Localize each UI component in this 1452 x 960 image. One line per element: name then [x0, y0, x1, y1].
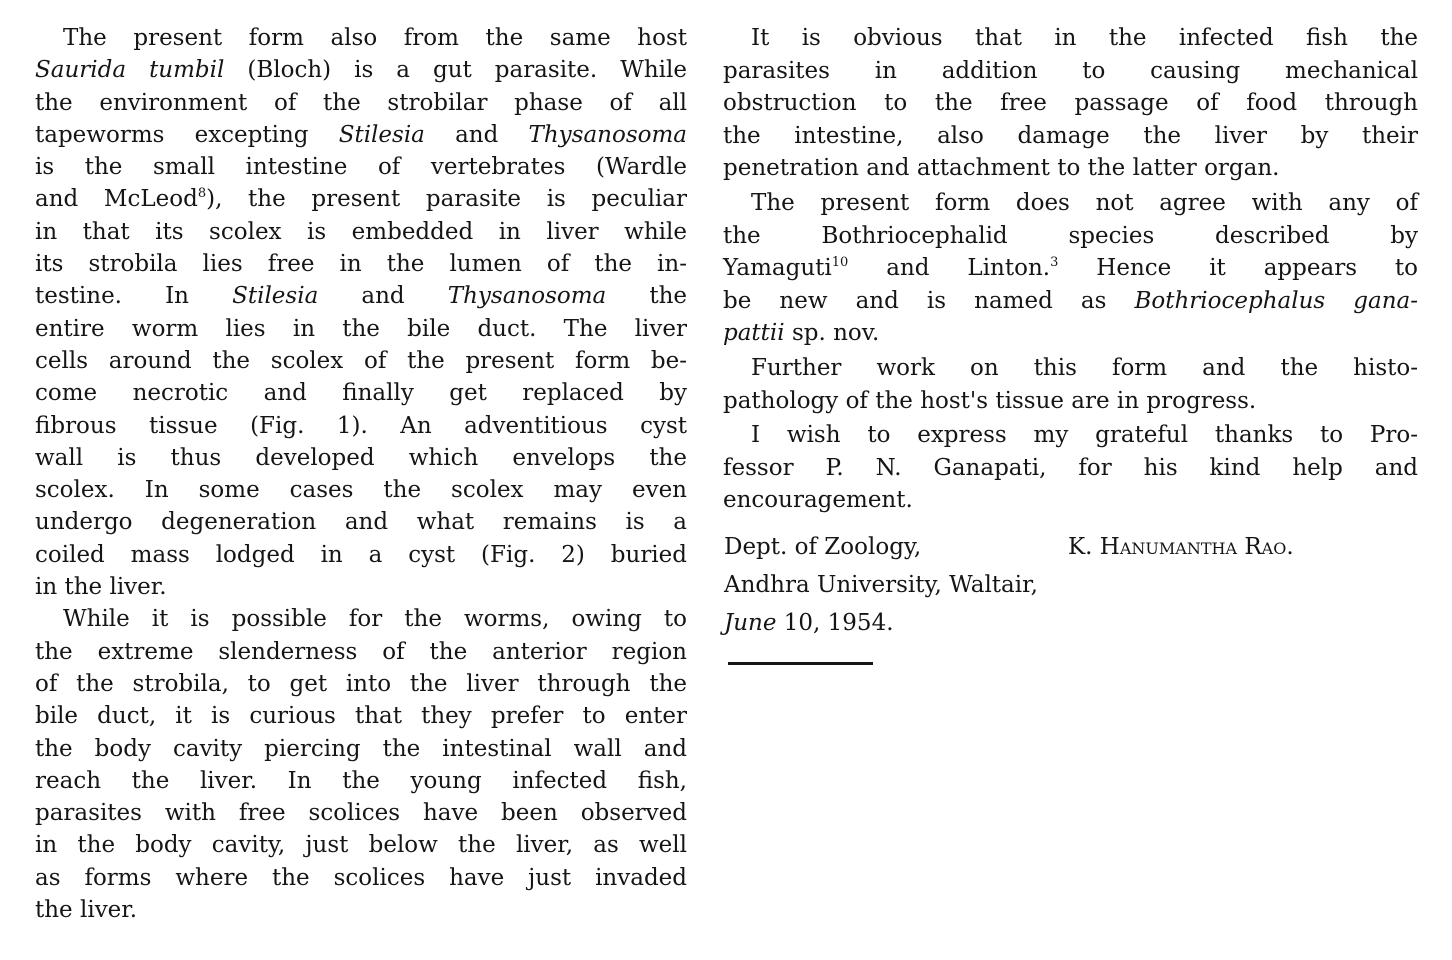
text-line — [35, 442, 687, 474]
text-segment: is the small intestine of vertebrates (Wardle — [35, 154, 687, 181]
text-segment: tapeworms excepting — [35, 121, 339, 148]
text-segment: pathology of the host's tissue are in progress. — [723, 387, 1257, 414]
text-line — [723, 187, 1418, 220]
reference-superscript: 8 — [197, 186, 207, 202]
text-line — [35, 151, 687, 183]
text-segment: its strobila lies free in the lumen of the in- — [35, 251, 687, 278]
text-segment: in the liver. — [35, 574, 167, 601]
text-segment: the — [606, 283, 688, 310]
text-segment: be new and is named as — [723, 287, 1135, 314]
text-line — [723, 484, 1418, 517]
text-segment: reach the liver. In the young infected fish, — [35, 767, 687, 794]
italic-text: Thysanosoma — [447, 283, 607, 310]
text-line — [35, 313, 687, 345]
text-segment: Hence it appears to — [1058, 255, 1419, 282]
paragraph — [723, 22, 1418, 185]
signature-block — [724, 528, 1404, 642]
text-line — [35, 668, 687, 700]
text-line — [35, 571, 687, 603]
text-segment: the body cavity piercing the intestinal wall and — [35, 735, 687, 762]
signature-row-1 — [724, 528, 1404, 566]
text-line — [35, 22, 687, 54]
text-segment: the liver. — [35, 897, 138, 924]
signature-date — [724, 604, 1404, 642]
text-line — [35, 54, 687, 86]
text-line — [723, 87, 1418, 120]
text-segment: in the body cavity, just below the liver, as well — [35, 832, 687, 859]
text-line — [35, 829, 687, 861]
italic-text: Stilesia — [232, 283, 319, 310]
reference-superscript: 10 — [831, 255, 849, 271]
text-segment: fessor P. N. Ganapati, for his kind help and — [723, 454, 1418, 481]
text-line — [723, 452, 1418, 485]
text-line — [723, 419, 1418, 452]
university: Andhra University, Waltair, — [724, 572, 1038, 598]
text-line — [35, 377, 687, 409]
text-line — [35, 862, 687, 894]
text-segment: the intestine, also damage the liver by their — [723, 122, 1418, 149]
paragraph — [723, 352, 1418, 417]
signature-row-2 — [724, 566, 1404, 604]
text-line — [35, 700, 687, 732]
text-line — [35, 797, 687, 829]
text-segment: bile duct, it is curious that they prefer to enter — [35, 703, 687, 730]
text-segment: and — [424, 121, 529, 148]
text-segment: wall is thus developed which envelops the — [35, 444, 687, 471]
text-segment: in that its scolex is embedded in liver while — [35, 218, 687, 245]
text-segment: the environment of the strobilar phase of all — [35, 89, 687, 116]
paragraph — [723, 187, 1418, 350]
text-segment: The present form also from the same host — [63, 25, 687, 51]
text-line — [35, 474, 687, 506]
text-segment: parasites in addition to causing mechanical — [723, 57, 1418, 84]
text-segment: testine. In — [35, 283, 233, 310]
text-line — [35, 636, 687, 668]
italic-text: Stilesia — [338, 121, 425, 148]
text-line — [723, 285, 1418, 318]
text-line — [35, 248, 687, 280]
text-segment: and — [318, 283, 448, 310]
text-segment: and McLeod — [35, 186, 198, 213]
italic-text: Thysanosoma — [528, 121, 687, 148]
paragraph — [35, 603, 687, 926]
text-segment: undergo degeneration and what remains is a — [35, 509, 687, 536]
text-segment: coiled mass lodged in a cyst (Fig. 2) buried — [35, 541, 687, 568]
date-rest: 10, 1954. — [776, 610, 894, 636]
text-line — [723, 385, 1418, 418]
text-line — [723, 152, 1418, 185]
text-segment: cells around the scolex of the present form be- — [35, 347, 687, 374]
text-segment: Further work on this form and the histo- — [751, 354, 1418, 381]
text-line — [35, 216, 687, 248]
date-month: June — [724, 610, 777, 636]
text-line — [35, 119, 687, 151]
text-line — [35, 539, 687, 571]
text-line — [723, 220, 1418, 253]
text-segment: the Bothriocephalid species described by — [723, 222, 1418, 249]
text-line — [35, 410, 687, 442]
text-segment: The present form does not agree with any of — [751, 189, 1418, 216]
text-segment: (Bloch) is a gut parasite. While — [224, 57, 687, 84]
text-line — [35, 603, 687, 635]
text-segment: fibrous tissue (Fig. 1). An adventitious cyst — [35, 412, 687, 439]
text-line — [35, 765, 687, 797]
text-line — [723, 252, 1418, 285]
end-rule-divider — [728, 662, 873, 665]
text-line — [35, 733, 687, 765]
text-segment: Yamaguti — [723, 255, 832, 282]
text-segment: sp. nov. — [784, 320, 880, 347]
text-line — [35, 506, 687, 538]
author-name: K. Hanumantha Rao. — [1068, 534, 1294, 560]
text-segment: of the strobila, to get into the liver through the — [35, 670, 687, 697]
text-segment: entire worm lies in the bile duct. The liver — [35, 315, 687, 342]
italic-text: pattii — [723, 320, 785, 347]
text-segment: encouragement. — [723, 487, 913, 514]
text-segment: I wish to express my grateful thanks to Pro- — [751, 422, 1418, 449]
text-segment: come necrotic and finally get replaced by — [35, 380, 687, 407]
text-line — [35, 894, 687, 926]
text-line — [35, 280, 687, 312]
text-line — [723, 317, 1418, 350]
text-line — [723, 55, 1418, 88]
text-line — [35, 87, 687, 119]
text-line — [723, 22, 1418, 55]
italic-text: Bothriocephalus gana- — [1134, 287, 1419, 314]
text-line — [35, 345, 687, 377]
text-segment: While it is possible for the worms, owing to — [63, 606, 687, 633]
text-segment: ), the present parasite is peculiar — [206, 186, 687, 213]
text-line — [723, 120, 1418, 153]
left-column — [35, 22, 687, 926]
department: Dept. of Zoology, — [724, 534, 922, 560]
reference-superscript: 3 — [1050, 255, 1059, 271]
text-segment: and Linton. — [848, 255, 1051, 282]
text-segment: the extreme slenderness of the anterior region — [35, 638, 687, 665]
italic-text: Saurida tumbil — [35, 57, 225, 84]
text-line — [35, 183, 687, 215]
paragraph — [723, 419, 1418, 517]
text-segment: as forms where the scolices have just invaded — [35, 864, 687, 891]
paragraph — [35, 22, 687, 603]
text-segment: scolex. In some cases the scolex may even — [35, 477, 687, 504]
text-line — [723, 352, 1418, 385]
right-column — [723, 22, 1418, 517]
text-segment: It is obvious that in the infected fish the — [751, 25, 1418, 51]
text-segment: penetration and attachment to the latter organ. — [723, 155, 1280, 182]
text-segment: obstruction to the free passage of food through — [723, 90, 1418, 117]
text-segment: parasites with free scolices have been observed — [35, 800, 687, 827]
